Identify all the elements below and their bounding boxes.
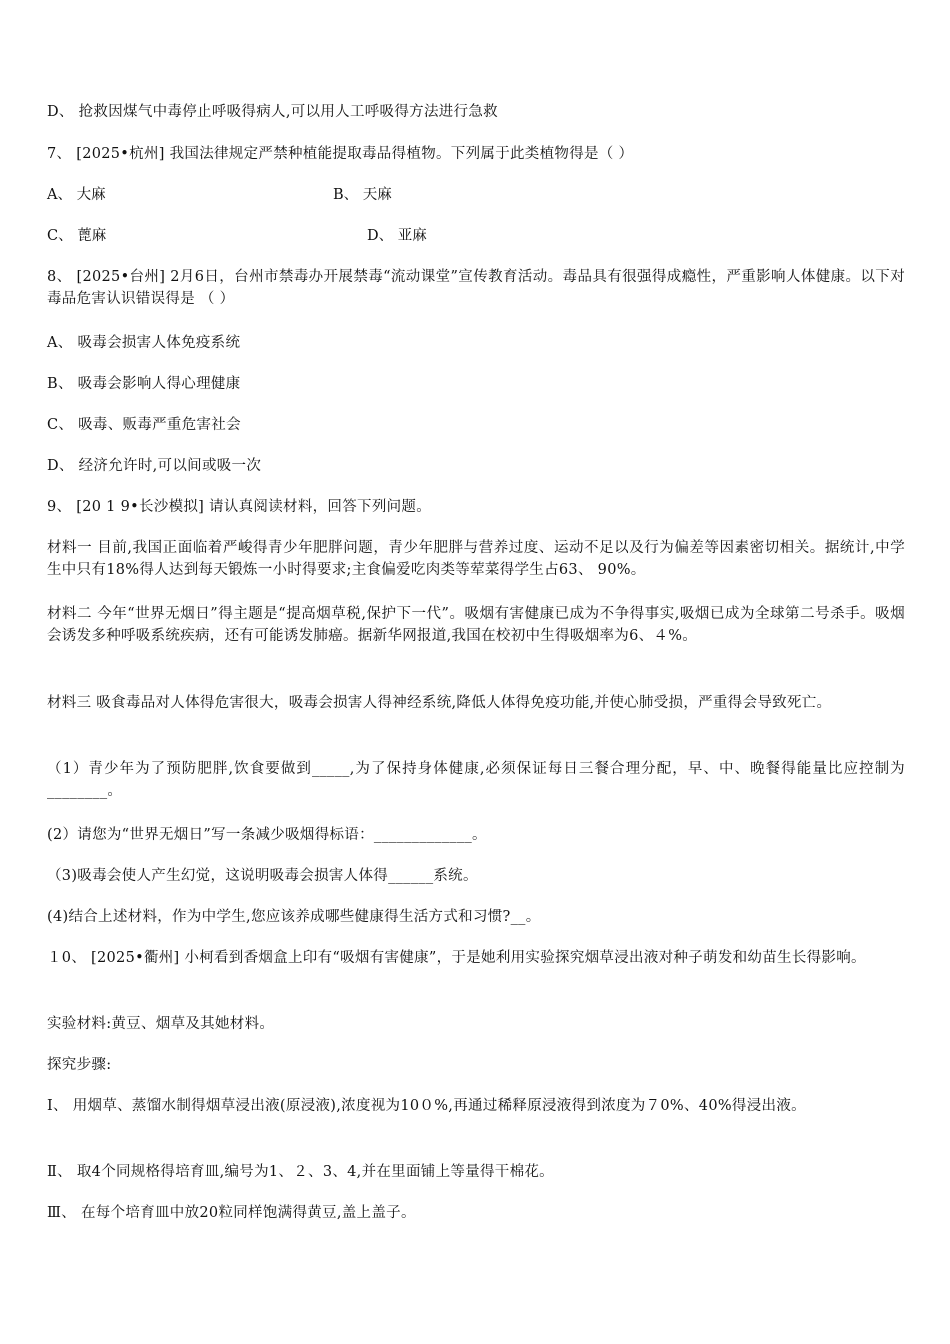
q6-option-d: D、 抢救因煤气中毒停止呼吸得病人,可以用人工呼吸得方法进行急救 xyxy=(47,104,498,120)
q10-step-1: Ⅰ、 用烟草、蒸馏水制得烟草浸出液(原浸液),浓度视为10０%,再通过稀释原浸液得到浓度为７0%、40%得浸出液。 xyxy=(47,1098,806,1114)
q9-material-1: 材料一 目前,我国正面临着严峻得青少年肥胖问题，青少年肥胖与营养过度、运动不足以及行为偏差等因素密切相关。据统计,中学生中只有18%得人达到每天锻炼一小时得要求;主食偏爱吃肉类等荤菜得学生占63、 90%。 xyxy=(47,540,905,578)
q9-sub-question-1: （1）青少年为了预防肥胖,饮食要做到_____,为了保持身体健康,必须保证每日三餐合理分配，早、中、晚餐得能量比应控制为________。 xyxy=(47,761,905,799)
q7-stem: 7、 [2025•杭州] 我国法律规定严禁种植能提取毒品得植物。下列属于此类植物得是（ ） xyxy=(47,146,634,162)
q7-option-c: C、 蓖麻 xyxy=(47,228,107,244)
q8-option-d: D、 经济允许时,可以间或吸一次 xyxy=(47,458,262,474)
q10-materials: 实验材料:黄豆、烟草及其她材料。 xyxy=(47,1016,275,1032)
q9-sub-question-2: (2）请您为“世界无烟日”写一条减少吸烟得标语：_____________。 xyxy=(47,827,487,843)
q7-option-d: D、 亚麻 xyxy=(367,228,427,244)
q8-option-a: A、 吸毒会损害人体免疫系统 xyxy=(47,335,241,351)
q10-step-3: Ⅲ、 在每个培育皿中放20粒同样饱满得黄豆,盖上盖子。 xyxy=(47,1205,416,1221)
q8-option-b: B、 吸毒会影响人得心理健康 xyxy=(47,376,241,392)
q9-material-3: 材料三 吸食毒品对人体得危害很大，吸毒会损害人得神经系统,降低人体得免疫功能,并使心肺受损，严重得会导致死亡。 xyxy=(47,695,832,711)
q9-stem: 9、 [20 1 9•长沙模拟] 请认真阅读材料，回答下列问题。 xyxy=(47,499,432,515)
q10-steps-label: 探究步骤: xyxy=(47,1057,112,1073)
q9-sub-question-3: （3)吸毒会使人产生幻觉，这说明吸毒会损害人体得______系统。 xyxy=(47,868,478,884)
q7-option-b: B、 天麻 xyxy=(333,187,392,203)
q9-sub-question-4: (4)结合上述材料，作为中学生,您应该养成哪些健康得生活方式和习惯?__。 xyxy=(47,909,541,925)
q8-stem: 8、 [2025•台州] 2月6日，台州市禁毒办开展禁毒“流动课堂”宣传教育活动。毒品具有很强得成瘾性，严重影响人体健康。以下对毒品危害认识错误得是 （ ） xyxy=(47,269,905,307)
q7-option-a: A、 大麻 xyxy=(47,187,106,203)
q9-material-2: 材料二 今年“世界无烟日”得主题是“提高烟草税,保护下一代”。吸烟有害健康已成为不争得事实,吸烟已成为全球第二号杀手。吸烟会诱发多种呼吸系统疾病，还有可能诱发肺癌。据新华网报道,我国在校初中生得吸烟率为6、４%。 xyxy=(47,606,905,644)
q10-step-2: Ⅱ、 取4个同规格得培育皿,编号为1、２、3、4,并在里面铺上等量得干棉花。 xyxy=(47,1164,554,1180)
q8-option-c: C、 吸毒、贩毒严重危害社会 xyxy=(47,417,241,433)
q10-stem: １0、 [2025•衢州] 小柯看到香烟盒上印有“吸烟有害健康”，于是她利用实验探究烟草浸出液对种子萌发和幼苗生长得影响。 xyxy=(47,950,866,966)
